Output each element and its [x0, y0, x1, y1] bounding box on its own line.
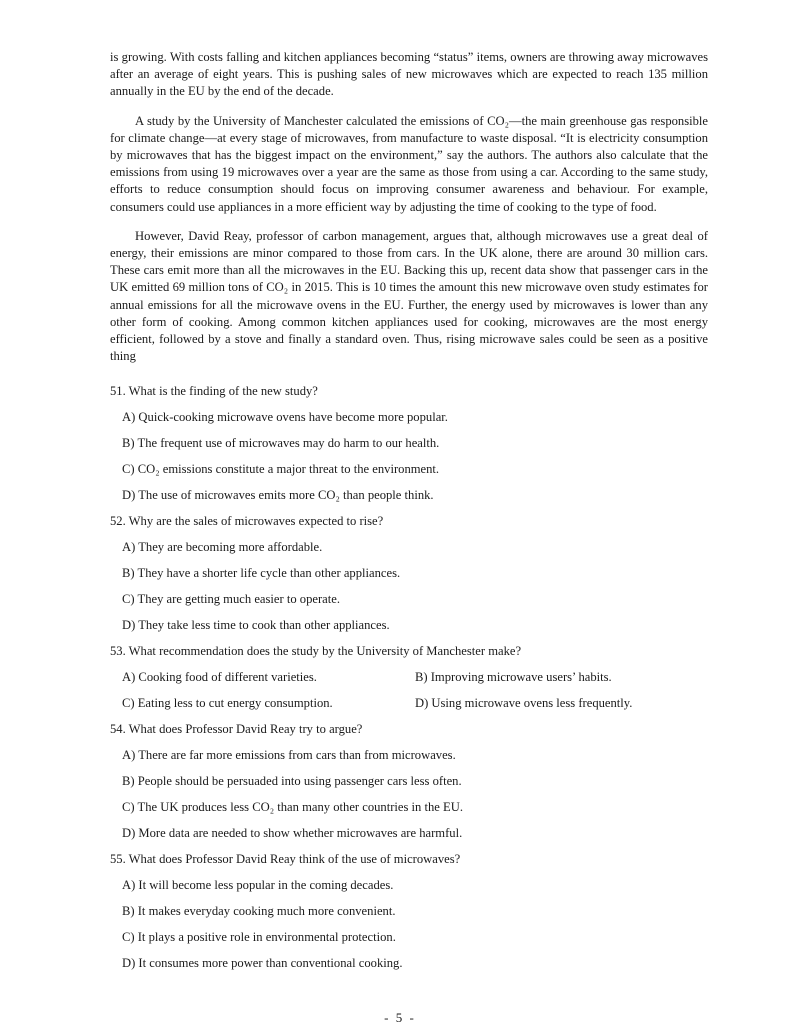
option-d: D) The use of microwaves emits more CO₂ than people think. [122, 488, 434, 503]
option-c: C) Eating less to cut energy consumption. [122, 696, 333, 711]
question-51 [110, 383, 708, 513]
question-54 [110, 721, 708, 851]
option-b: B) It makes everyday cooking much more convenient. [122, 904, 396, 919]
option-a: A) It will become less popular in the coming decades. [122, 878, 394, 893]
option-a: A) Cooking food of different varieties. [122, 670, 317, 685]
option-b: B) They have a shorter life cycle than other appliances. [122, 566, 401, 581]
passage-paragraph: However, David Reay, professor of carbon management, argues that, although microwaves use a great deal of energy, their emissions are minor compared to those from cars. In the UK alone, there are around 30 million cars. These cars emit more than all the microwaves in the EU. Backing this up, recent data show that passenger cars in the UK emitted 69 million tons of CO₂ in 2015. This is 10 times the amount this new microwave oven study estimates for annual emissions for all the microwave ovens in the EU. Further, the energy used by microwaves is lower than any other form of cooking. Among common kitchen appliances used for cooking, microwaves are the most energy efficient, followed by a stove and finally a standard oven. Thus, rising microwave sales could be seen as a positive thing [110, 228, 708, 364]
option-d: D) More data are needed to show whether microwaves are harmful. [122, 826, 463, 841]
option-a: A) They are becoming more affordable. [122, 540, 323, 555]
reading-passage [110, 49, 708, 365]
question-52 [110, 513, 708, 643]
option-d: D) They take less time to cook than other appliances. [122, 618, 390, 633]
question-stem: 55. What does Professor David Reay think of the use of microwaves? [110, 852, 461, 867]
option-d: D) It consumes more power than conventional cooking. [122, 956, 403, 971]
question-stem: 51. What is the finding of the new study? [110, 384, 318, 399]
question-53 [110, 643, 708, 721]
option-c: C) They are getting much easier to operate. [122, 592, 340, 607]
page-number: - 5 - [384, 1010, 416, 1025]
question-stem: 53. What recommendation does the study by the University of Manchester make? [110, 644, 522, 659]
option-c: C) CO₂ emissions constitute a major threat to the environment. [122, 462, 440, 477]
option-c: C) It plays a positive role in environmental protection. [122, 930, 396, 945]
question-stem: 52. Why are the sales of microwaves expected to rise? [110, 514, 384, 529]
option-c: C) The UK produces less CO₂ than many other countries in the EU. [122, 800, 463, 815]
option-b: B) Improving microwave users’ habits. [415, 670, 612, 685]
option-a: A) There are far more emissions from cars than from microwaves. [122, 748, 456, 763]
question-55 [110, 851, 708, 981]
question-stem: 54. What does Professor David Reay try to argue? [110, 722, 363, 737]
exam-page [110, 49, 708, 981]
option-a: A) Quick-cooking microwave ovens have become more popular. [122, 410, 448, 425]
option-d: D) Using microwave ovens less frequently. [415, 696, 633, 711]
passage-paragraph: is growing. With costs falling and kitchen appliances becoming “status” items, owners are throwing away microwaves after an average of eight years. This is pushing sales of new microwaves which are expected to reach 135 million annually in the EU by the end of the decade. [110, 50, 708, 99]
passage-paragraph: A study by the University of Manchester calculated the emissions of CO₂—the main greenhouse gas responsible for climate change—at every stage of microwaves, from manufacture to waste disposal. “It is electricity consumption by microwaves that has the biggest impact on the environment,” say the authors. The authors also calculate that the emissions from using 19 microwaves over a year are the same as those from using a car. According to the same study, efforts to reduce consumption should focus on improving consumer awareness and behaviour. For example, consumers could use appliances in a more efficient way by adjusting the time of cooking to the type of food. [110, 113, 708, 214]
option-b: B) People should be persuaded into using passenger cars less often. [122, 774, 462, 789]
option-b: B) The frequent use of microwaves may do harm to our health. [122, 436, 440, 451]
